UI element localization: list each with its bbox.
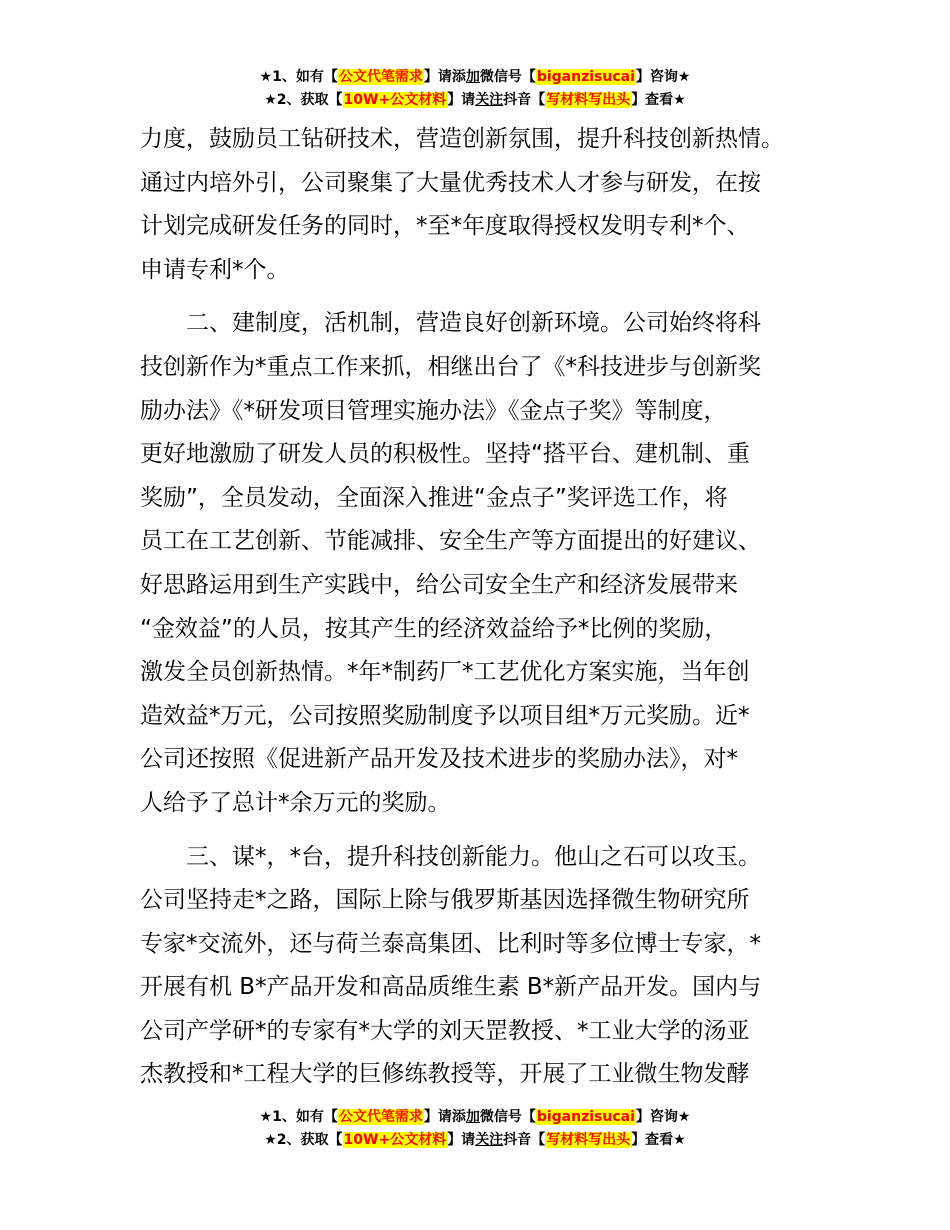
footer-line-1-highlight-service: 公文代笔需求 (338, 1109, 423, 1125)
body-line: 励办法》《*研发项目管理实施办法》《金点子奖》等制度， (140, 397, 727, 424)
body-line: 计划完成研发任务的同时，*至*年度取得授权发明专利*个、 (140, 213, 750, 240)
body-line: “金效益”的人员，按其产生的经济效益给予*比例的奖励， (140, 615, 728, 642)
footer-line-1-underlined: 加 (465, 1109, 480, 1125)
body-line: 人给予了总计*余万元的奖励。 (140, 789, 451, 816)
header-line-2-suffix: 】查看★ (631, 92, 686, 108)
header-line-1-highlight-wechat-id: biganzisucai (536, 69, 635, 85)
body-line: 造效益*万元，公司按照奖励制度予以项目组*万元奖励。近* (140, 702, 750, 729)
header-line-2-mid2: 抖音【 (503, 92, 546, 108)
header-line-1-highlight-service: 公文代笔需求 (338, 69, 423, 85)
body-line: 申请专利*个。 (140, 256, 290, 283)
body-line: 力度，鼓励员工钻研技术，营造创新氛围，提升科技创新热情。 (140, 126, 784, 152)
footer-line-1-highlight-wechat-id: biganzisucai (536, 1109, 635, 1125)
footer-banner (0, 1106, 950, 1152)
body-line: 专家*交流外，还与荷兰泰高集团、比利时等多位博士专家，* (140, 930, 761, 957)
body-line: 激发全员创新热情。*年*制药厂*工艺优化方案实施，当年创 (140, 659, 750, 686)
footer-line-2-mid2: 抖音【 (503, 1132, 546, 1148)
header-line-2-underlined: 关注 (475, 92, 504, 108)
footer-line-1-mid: 】请添 (423, 1109, 466, 1125)
footer-line-2-underlined: 关注 (475, 1132, 504, 1148)
paragraph-3 (140, 836, 812, 1098)
body-line: 公司产学研*的专家有*大学的刘天罡教授、*工业大学的汤亚 (140, 1017, 750, 1044)
footer-line-2-highlight-materials: 10W+公文材料 (343, 1132, 447, 1148)
footer-line-2-highlight-account: 写材料写出头 (546, 1132, 631, 1148)
body-line: 公司还按照《促进新产品开发及技术进步的奖励办法》，对* (140, 746, 738, 773)
footer-line-1 (0, 1106, 950, 1129)
body-line: 二、建制度，活机制，营造良好创新环境。公司始终将科 (186, 310, 761, 337)
body-line: 杰教授和*工程大学的巨修练教授等，开展了工业微生物发酵 (140, 1061, 750, 1088)
header-line-1-mid2: 微信号【 (479, 69, 536, 85)
footer-line-2 (0, 1129, 950, 1152)
footer-line-1-suffix: 】咨询★ (635, 1109, 691, 1125)
header-line-2 (0, 89, 950, 112)
header-line-2-highlight-account: 写材料写出头 (546, 92, 631, 108)
body-line: 技创新作为*重点工作来抓，相继出台了《*科技进步与创新奖 (140, 353, 761, 380)
footer-line-2-suffix: 】查看★ (631, 1132, 686, 1148)
paragraph-1 (140, 118, 812, 292)
body-line: 员工在工艺创新、节能减排、安全生产等方面提出的好建议、 (140, 528, 761, 555)
header-line-1-suffix: 】咨询★ (635, 69, 691, 85)
header-line-2-mid: 】请 (447, 92, 476, 108)
body-line: 开展有机 B*产品开发和高品质维生素 B*新产品开发。国内与 (140, 974, 762, 1001)
header-line-1 (0, 66, 950, 89)
header-line-1-mid: 】请添 (423, 69, 466, 85)
footer-line-2-prefix: ★2、获取【 (264, 1132, 343, 1148)
footer-line-1-prefix: ★1、如有【 (259, 1109, 338, 1125)
header-banner (0, 66, 950, 112)
paragraph-2 (140, 302, 812, 825)
footer-line-2-mid: 】请 (447, 1132, 476, 1148)
body-line: 三、谋*，*台，提升科技创新能力。他山之石可以攻玉。 (186, 843, 761, 870)
header-line-2-prefix: ★2、获取【 (264, 92, 343, 108)
header-line-1-prefix: ★1、如有【 (259, 69, 338, 85)
body-line: 通过内培外引，公司聚集了大量优秀技术人才参与研发，在按 (140, 169, 761, 196)
body-line: 好思路运用到生产实践中，给公司安全生产和经济发展带来 (140, 571, 738, 598)
document-body (140, 118, 812, 1097)
header-line-1-underlined: 加 (465, 69, 480, 85)
footer-line-1-mid2: 微信号【 (479, 1109, 536, 1125)
body-line: 奖励”，全员发动，全面深入推进“金点子”奖评选工作，将 (140, 484, 728, 511)
body-line: 更好地激励了研发人员的积极性。坚持“搭平台、建机制、重 (140, 441, 750, 468)
body-line: 公司坚持走*之路，国际上除与俄罗斯基因选择微生物研究所 (140, 887, 750, 914)
header-line-2-highlight-materials: 10W+公文材料 (343, 92, 447, 108)
